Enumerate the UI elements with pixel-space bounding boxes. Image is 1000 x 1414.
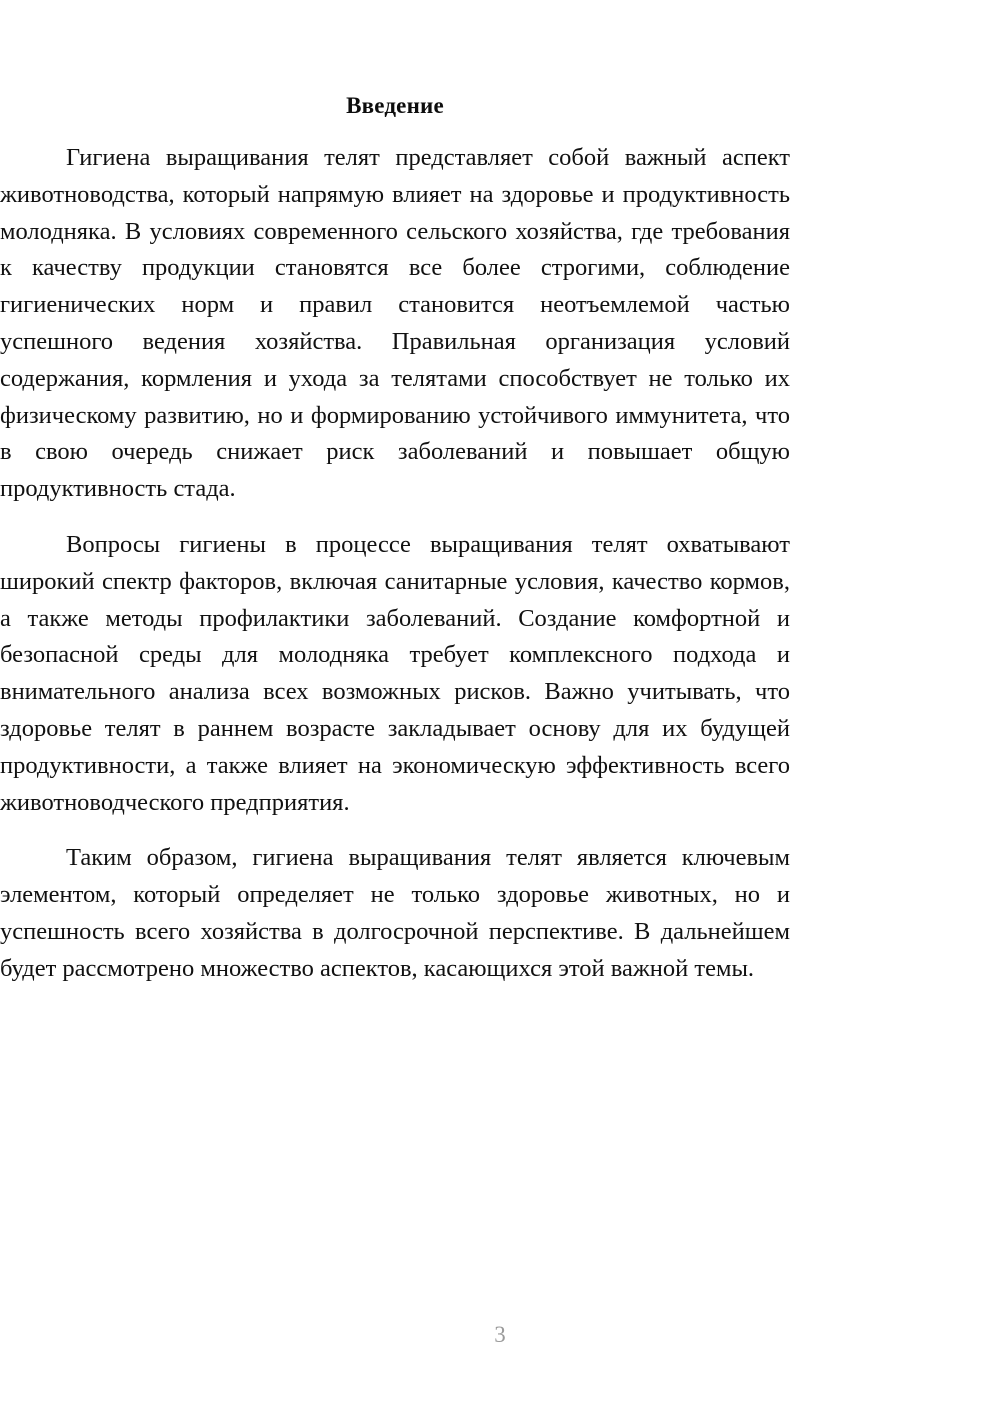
page-number: 3 [494,1322,506,1347]
paragraph-3: Таким образом, гигиена выращивания телят является ключевым элементом, который определяет не только здоровье животных, но и успешность всего хозяйства в долгосрочной перспективе. В дальнейшем будет рассмотрено множество аспектов, касающихся этой важной темы. [0,844,790,982]
page-title: Введение [346,93,444,118]
paragraph-1: Гигиена выращивания телят представляет собой важный аспект животноводства, который напрямую влияет на здоровье и продуктивность молодняка. В условиях современного сельского хозяйства, где требования к качеству продукции становятся все более строгими, соблюдение гигиенических норм и правил становится неотъемлемой частью успешного ведения хозяйства. Правильная организация условий содержания, кормления и ухода за телятами способствует не только их физическому развитию, но и формированию устойчивого иммунитета, что в свою очередь снижает риск заболеваний и повышает общую продуктивность стада. [0,144,790,503]
paragraph-2: Вопросы гигиены в процессе выращивания телят охватывают широкий спектр факторов, включая санитарные условия, качество кормов, а также методы профилактики заболеваний. Создание комфортной и безопасной среды для молодняка требует комплексного подхода и внимательного анализа всех возможных рисков. Важно учитывать, что здоровье телят в раннем возрасте закладывает основу для их будущей продуктивности, а также влияет на экономическую эффективность всего животноводческого предприятия. [0,530,790,816]
body-text-block [0,140,790,988]
